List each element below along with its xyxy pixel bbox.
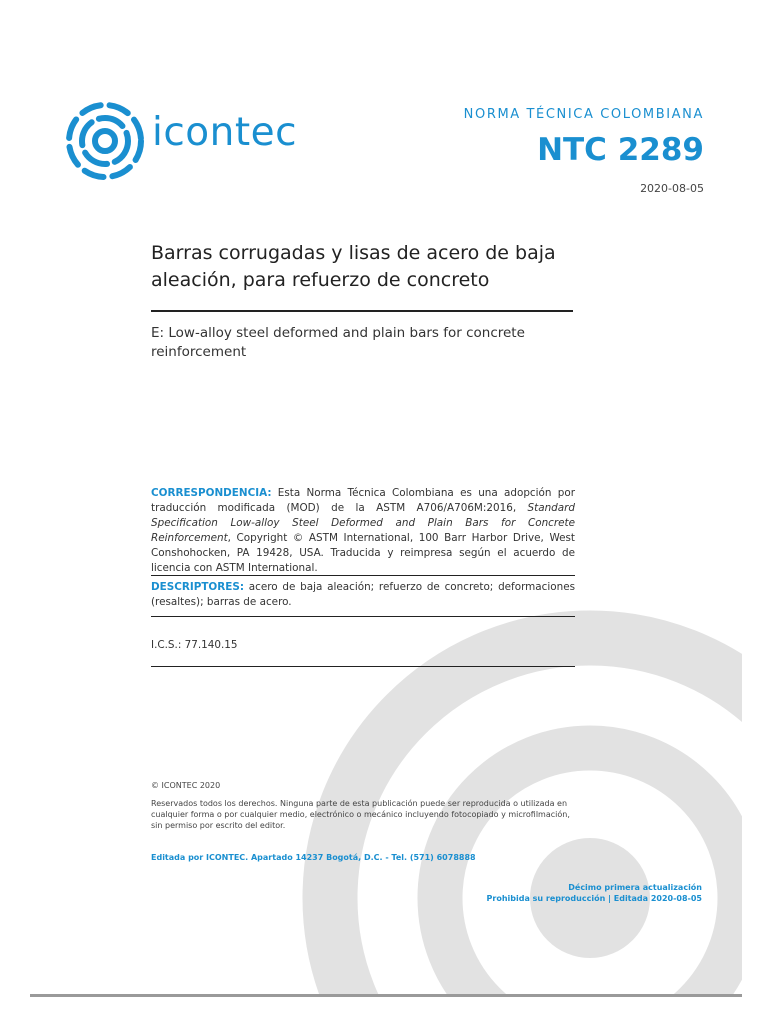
title-spanish: Barras corrugadas y lisas de acero de baja aleación, para refuerzo de concreto [151,242,556,291]
ics-code: I.C.S.: 77.140.15 [151,639,238,651]
page-bottom-edge [30,994,742,997]
publication-date: 2020-08-05 [640,182,704,195]
correspondencia-text-b: , Copyright © ASTM International, 100 Barr Harbor Drive, West Conshohocken, PA 19428, USA. Traducida y reimpresa según el acuerdo de licencia con ASTM International. [151,532,575,574]
edition-line: Décimo primera actualización [568,883,702,892]
descriptores-label: DESCRIPTORES: [151,581,244,593]
icontec-rings-icon [62,98,148,184]
descriptores-text: acero de baja aleación; refuerzo de concreto; deformaciones (resaltes); barras de acero. [151,581,575,608]
editor-info: Editada por ICONTEC. Apartado 14237 Bogotá, D.C. - Tel. (571) 6078888 [151,853,476,862]
correspondencia-title-italic: Standard Specification Low-alloy Steel Deformed and Plain Bars for Concrete Reinforcement [151,502,575,544]
divider [151,575,575,576]
correspondencia-label: CORRESPONDENCIA: [151,487,272,499]
title-divider [151,310,573,312]
divider [151,666,575,667]
document-page [30,28,742,994]
rights-notice: Reservados todos los derechos. Ninguna parte de esta publicación puede ser reproducida o utilizada en cualquier forma o por cualquier medio, electrónico o mecánico incluyendo fotocopiado y microfilmación, sin permiso por escrito del editor. [151,799,570,830]
descriptores-paragraph [151,580,575,610]
norma-label: NORMA TÉCNICA COLOMBIANA [463,107,704,122]
standard-code: NTC 2289 [537,132,704,168]
correspondencia-paragraph [151,486,575,576]
correspondencia-text-a: Esta Norma Técnica Colombiana es una adopción por traducción modificada (MOD) de la ASTM A706/A706M:2016, [151,487,575,514]
title-english: E: Low-alloy steel deformed and plain bars for concrete reinforcement [151,325,525,360]
edition-reproduction-line: Prohibida su reproducción | Editada 2020-08-05 [486,894,702,903]
copyright-notice: © ICONTEC 2020 [151,781,221,790]
logo-wordmark: icontec [152,110,298,155]
divider [151,616,575,617]
